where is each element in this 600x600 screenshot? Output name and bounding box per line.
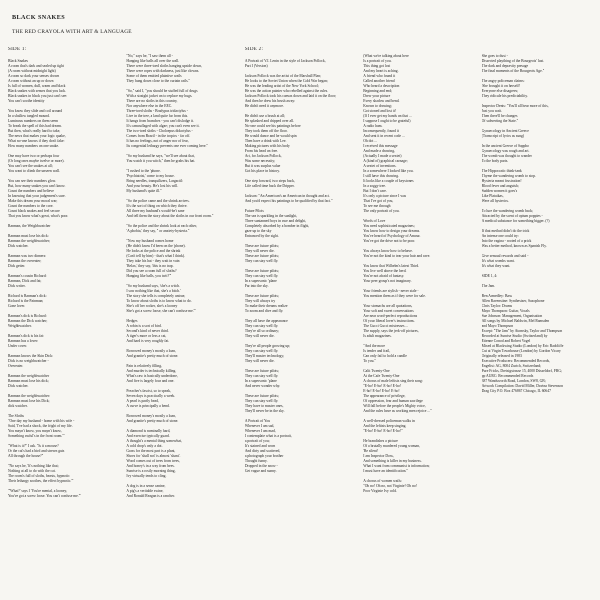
lyric-block: Ranman knows the Skin Dick: Dick is no weighbwatcher - Overeater. bbox=[8, 354, 54, 368]
lyric-block: Future Pilots The sea is sparkling in the sunlight, Three suntanned boys in awe and delight, Completely absorbed by a bomber in flight, gaze up to the sky Entranced by the sight. bbox=[244, 209, 310, 238]
lyric-block: These are future pilots; They can stay well fly. In a supersonic 'plane Far into the sky. bbox=[244, 269, 279, 288]
lyric-block: "Now my husband comes home (He didn't know I'd been on the 'phone). He looks at the police and the shrink (Can't tell by him) - that's what I think). They take his hat - they wait in vain 'Relax,' they say, 'this is no trap. Did you see a room full of sloths? Hanging like balls, you twit?'" bbox=[126, 239, 186, 278]
lyric-block: Give sensual rewards and said - It's what wombs want. It's what they want. bbox=[481, 254, 529, 268]
lyric-block: "So my husband he says, "we'll see about that, You watch it you witch," then he grabs his hat. bbox=[126, 154, 196, 163]
lyrics-column-2 bbox=[126, 47, 236, 567]
lyric-block: You can see their numbers glow. But, how many snakes you can't know. Count the numbers and believe In knowing that your judgement's sure. Make this dream your moral war; Count the numbers to the core. Count black snakes and feel secure That you know what's great, what's poor. bbox=[8, 179, 69, 218]
artist-credit: THE RED CRAYOLA WITH ART & LANGUAGE bbox=[12, 29, 132, 35]
lyric-block: "So the police came and the shrink arrives. It's the sort of thing on which they thrive. All three my husband's would-be't sane And tell them the story about the sloths in our front room." bbox=[126, 199, 214, 218]
lyrics-column-5 bbox=[482, 47, 592, 567]
lyric-block: "No says he, 'It's nothing like that; Nothing at all to do with the cat. The room's full of sloths, beasts, hypnotic Their lethargy soothes, the effect hypnotic.'" bbox=[8, 464, 74, 483]
lyric-block: The Sloths "One day my husband - home with his wife - Said, 'I've had a shock, the fright of my life. You mayn't know, you mayn't know, Something awful's in the front room.'" bbox=[8, 414, 75, 438]
header bbox=[12, 14, 592, 35]
lyric-block: Your stomachs are all quotations, Your soft and sweet conversations Are near word-perfect reproductions Of your liberal lover's instructions. The Gucci Gucci mistresses ... The supply, says the jerk-off pictures, Is adult magazines. bbox=[363, 304, 419, 338]
lyric-block: "So my husband says, 'she's a witch. I saw nothing like that, she's a bitch.' The story she tells is completely untrue, To know about sloths is to know what to do. She's off her rocker, she's a looney She's got a screw loose, she can't confuse me.'" bbox=[126, 284, 196, 313]
lyric-block: Pain is relatively filling, And murder is technically killing. What's raw is basically underdone, And five is largely four and one. bbox=[126, 364, 178, 383]
lyric-block: The Hippocratic think-tank Thyme the wandering womb to stop. Hysteria meant frustration! Blood fever and anguish; Sudden women it goes's Like Plataikas, Were all hysterics. bbox=[481, 169, 536, 203]
lyric-block: Ranman's dick is Richard: Ranman the Dick watcher; Weighbwatcher. bbox=[8, 314, 48, 328]
lyric-block: "No," says he, "I saw them all - Hanging like balls all over the wall. There were three-toed sloths hanging upside down, There were ropes with darkness, just like clowns. Some of them emitted plaintive wails They hung down close to the curtain rails." bbox=[126, 54, 202, 83]
lyric-block: Ranman's dick is his fat: Ranman has a lover: Under cover. bbox=[8, 334, 45, 348]
lyric-block: A diamond is nominally hard, And exercise typically guard. A thought's a mental thing somewhat, A cold drop's only a dot. Grass for the most part is a plant, Shoes for 'shall not' is almost 'shant'. Wood comes out of trees from trees, And honey's in a way from bees. Sunrise is a rosily morning thing, Ivy virtually tends to cling. bbox=[126, 429, 182, 478]
lyric-block: "So the police and the shrink look at each other, 'A phobia,' they say, " or anxiety-hysteria." bbox=[126, 224, 197, 233]
lyric-block: These are future pilots; They can stay well fly. They have to master ones, They'll never be in the sky. bbox=[244, 394, 285, 413]
lyrics-column-3 bbox=[245, 47, 355, 567]
lyric-block: You know that Wilhelm's latest Third. You live well above the herd. You're not afraid of fantasy. Your peer group's not imaginary. bbox=[363, 264, 420, 283]
lyrics-columns bbox=[8, 47, 592, 567]
lyric-block: Words of Love You need sophisticated magazines; You know how to design your dreams. You've heard of Psychology of Amour. You've got the drive not to be poor. bbox=[363, 219, 421, 243]
lyric-block: Calit Twenty-One At the Cafe Twenty-One A chorus of male leftists sing their song: "E-ho! E-ho! E-ho! E-ho! E-ho! E-ho! E-ho! E-ho! The appearance of privilege, Of oppression, fear and human sacrilege Will fall before the people's Mighty voice, And the rules have as working men rejoice ..." bbox=[363, 369, 432, 413]
lyric-block: Ranman was two dinners: Ranman the overeater; Dick getter. bbox=[8, 254, 47, 268]
lyric-block: Your friends are stylish - never stale - You mention them as if they were for sale. bbox=[363, 289, 426, 298]
lyric-block: These are future pilots; They can stay well fly. In a supersonic 'plane And never wonder why. bbox=[244, 369, 281, 388]
lyric-block: Jackson Pollock was the artist of the Marshall Plan; He looks to the Soviet Union when the Cold War began; He was the leading artist of the New York School; He was the action painter who rebelled against the rules. Jackson Pollock took his canvas down and laid it on the floor; And then he drew his brush away: He didn't need it anymore. bbox=[244, 74, 337, 108]
lyric-block: "'What?' says I 'You're mental, a looney, You've got a screw loose. You can't confuse me.'" bbox=[8, 489, 81, 498]
lyric-block: They all have the appearance They can stay well fly. They're all so ordinary; They will never die. bbox=[244, 319, 288, 338]
lyric-block: He brandishes a picture Of a brutally murdered young woman, 'Be silent! I am Inspector Doss, And something is killer in my business. What I want from communist is information; I must have an identification." bbox=[363, 439, 430, 473]
lyric-block: Richard is Ranman's dick: Richard is the Painman; Gone lover. bbox=[8, 294, 47, 308]
lyric-block: One step forward, two steps back, Life called time back the Dripper. bbox=[244, 179, 295, 188]
lyric-block: They're all people growing up; They can stay well fly. They'll master technology; They will never die. bbox=[244, 344, 291, 363]
lyric-block: "I rushed to the 'phone. 'Psychiatrist,' come to my house. Bring needles, tranquilizers, Largactil: And your beauty. He's lost his will. My husband's quite ill." bbox=[126, 169, 184, 193]
lyric-block: Gynaecology in Ancient Greece (Transcript of lyrics as sung) bbox=[481, 129, 529, 138]
lyric-block: A well-dressed policeman walks in And the leftists keep singing. "E-ho! E-ho! E-ho! E-ho!" bbox=[363, 419, 415, 433]
lyric-block: He didn't use a brush at all; He splashed and dripped over all. No-one could see his paintings before They took them off the floor. He would dance and he would spin Then have a drink with Lee. Making pictures with his body From his head on free. Art, for Jackson Pollock, Was some necessity; But it was surplus value Got his place in history. bbox=[244, 114, 301, 173]
lyric-block: Ranman's cousin Richard: Ranman, Dick and fat; Dick writer. bbox=[8, 274, 47, 288]
lyric-block: Ranman, the Weighbwatcher Ranman must lose his dick: Ranman the weighbwatcher; Dick watcher. bbox=[8, 224, 51, 248]
lyric-block: Borrowed money's mostly a loan, And granite's pretty much of stone. bbox=[126, 414, 179, 423]
lyric-block: You know they slide and coil around In a shallow tangled mound. Luminous numbers on them seem To break the spell of this bad dream. But then, what's really hard to take, The news that makes your logic quake, What no-one knows if they don't fake: How many numbers on one snake. bbox=[8, 109, 66, 148]
album-title: BLACK SNAKES bbox=[12, 14, 66, 21]
lyric-block: These are future pilots; They will never die. These are future pilots; They can stay well fly. bbox=[244, 244, 279, 263]
side-label: SIDE 1: bbox=[8, 47, 27, 52]
lyric-block: A Portrait of V.I. Lenin in the style of Jackson Pollock, Part I (Version) bbox=[244, 59, 326, 68]
lyric-block: These are future pilots; They will always try To make their dreams realize To zoom and dive and fly. bbox=[244, 294, 288, 313]
lyric-block: To lure the wandering womb back; Attracted by the scent of opium poppies - A medical substance for something bigger. (?) bbox=[481, 209, 550, 223]
lyric-block: The angry policeman claims: 'She brought it on herself! Everyone else disagrees; They ridicule his predictability. bbox=[481, 79, 528, 98]
side-label: SIDE 2: bbox=[244, 47, 264, 52]
lyric-block: Ben Armedley: Bass Allen Ravenstine: Synthesizer, Saxophone Chris Taylor: Drums Mayo Thompson: Guitar, Vocals Sue Johnson: Management, Organisation All songs by Michael Baldwin, Mel Ramsden and Mayo Thompson Except: "The Jam" by Atomsky, Taylor and Thompson Recorded at Sunrise Studio (Switzerland) by Etienne Conod and Robert Vogel Mixed at Blackwing Studio (London) by Eric Radcliffe Cut at Virgin Townhouse (London) by Gordon Vicary Originally released in 1983 Executive Producers: Recommended Records, Engelist: AG, 8004 Zurich, Switzerland; Pure Fricks, Dreisigstrasse 15, 4000 Düsseldorf, FRG; pp AURC: Recommended Records 387 Wandsworth Road, London, SW8, GB; Artwork Compilation: David Miller, Davina Stevenson Drag City P.O. Box 476867 Chicago, IL 60647 bbox=[481, 294, 564, 393]
lyric-block: Black Snakes A room that's dark and sealed up tight (A room without midnight light) A room so dark your senses drown A room without an up or down Is full of women, dull, warm and black Black snakes with senses that you lack. Black snakes in black you just can't see: You can't soothe identity bbox=[8, 59, 68, 103]
lyric-block: Preacher's fascist, so to speak, Seven days is practically a week. A pearl is partly bead, A curve is principally a bend. bbox=[126, 389, 176, 408]
lyric-block: A Portrait of You Whenever I am sad, Whenever I am mad, I contemplate what is a portrait, a portrait of you; It's stained and worn And dirty and scattered, a photograph your brother Thought funny. Dropped in the snow - Get vague and sunny. bbox=[244, 419, 292, 473]
lyric-block: You always know how to behave. You're not the kind to tear your hair and rave. bbox=[363, 249, 431, 258]
lyric-block: Borrowed money's mostly a loan, And granite's pretty much of stone. bbox=[126, 349, 179, 358]
lyric-block: SIDE 1, 4: The Jam. bbox=[481, 274, 498, 288]
lyrics-column-4 bbox=[363, 47, 473, 567]
lyric-block: Inspector Dents: "You'll all hear more of this, Just you wait. Then there'll be changes Of subverting the State." bbox=[481, 104, 549, 123]
lyric-block: In the ancient Greece of Sappho Gynaecology was rough and art. The womb was thought to wander To the body parts. bbox=[481, 144, 532, 163]
lyric-block: Hedges A robin is a sort of bird. Second's kind of never third. A tiger's more or less a cat, And hard is very roughly fat. bbox=[126, 319, 170, 343]
lyric-block: Ranman the weighbwatcher: Ranman must lose his Dick; dick watcher. bbox=[8, 394, 51, 408]
lyric-block: Jackson: "An American's an American in thought and act. And you'd expect his paintings to be qualified by that fact." bbox=[244, 194, 333, 203]
lyric-block: She goes to dust - Dissected plaything of the Bourgeois' lust. The dark and depravity presage The final moments of the Bourgeois Age." bbox=[481, 54, 545, 73]
lyric-block: A chorus of women wails: "Oh no! Oh no, not Virginie! Oh no! Poor Virginie Ivy cold. bbox=[363, 479, 418, 493]
lyric-block: If that method didn't do the trick An intense one could try: Into the vagina - rooted of a prick Was a better method, known as Spanish Fly. bbox=[481, 229, 547, 248]
lyric-block: One may have two or perhaps four (Or long ones maybe twelve or more). You can't see the snakes at all; You want to climb the unseen wall. bbox=[8, 154, 65, 173]
lyric-block: "So," said I, "you should be stuffed full of drugs With a straight jacket on to replace my hugs. There are no sloths in this country, Nor anywhere else in the EEC. Three-toed sloths - Bradypus tridactylus - Live in the tree, a land quite far from this. It hangs from branches - you can't dislodge it. It's camouflaged with algae; you can't even see it. The two-toed sloths - Choloepus didactylus - Comes from Brazil - in the tropics - far off. It has no feelings, not of anger nor of fear, Its congenital lethargy prevents one ever coming here." bbox=[126, 89, 208, 148]
lyric-block: A dog is in a sense canine, A pig's a veritable swine, And Ronald Reagan is a rancher. bbox=[126, 484, 175, 498]
lyric-block: "What is it?" I ask. "Is it a mouse? Or the cat's had a bird and strewn guts All through the house?" bbox=[8, 444, 65, 458]
lyric-block: "And the more Is tender and frail, Can only fail to hold a candle To you." bbox=[363, 344, 407, 363]
lyric-block: (What we're talking about here Is a portrait of you. This thing got lost And my heart is aching. A friend who found it Called another friend Who heard a description Beginning and end; Drew your picture Every shadow and bend. Known to drawing; Got stoned and lost it! (If I ever get my hands on that ... I suppose I ought to be grateful) A radio ham. Inconsequently, found it And sent it in recent code ... Oh dot ... I received this message And made a drawing, (Actually I made a sextet) A (kind of) graphical carnage; A sextet of inventions. In a somewhere I looked like you. I still have this drawing. It looks like a couple of keystones In a soggy tree. But I don't care. It's only a picture since I was That I've got of you, To see me through The only portrait of you. bbox=[363, 54, 414, 213]
lyric-block: Ranman the weighbwatcher Ranman must lose his dick; Dick watcher. bbox=[8, 374, 50, 388]
lyrics-column-1 bbox=[8, 47, 118, 567]
